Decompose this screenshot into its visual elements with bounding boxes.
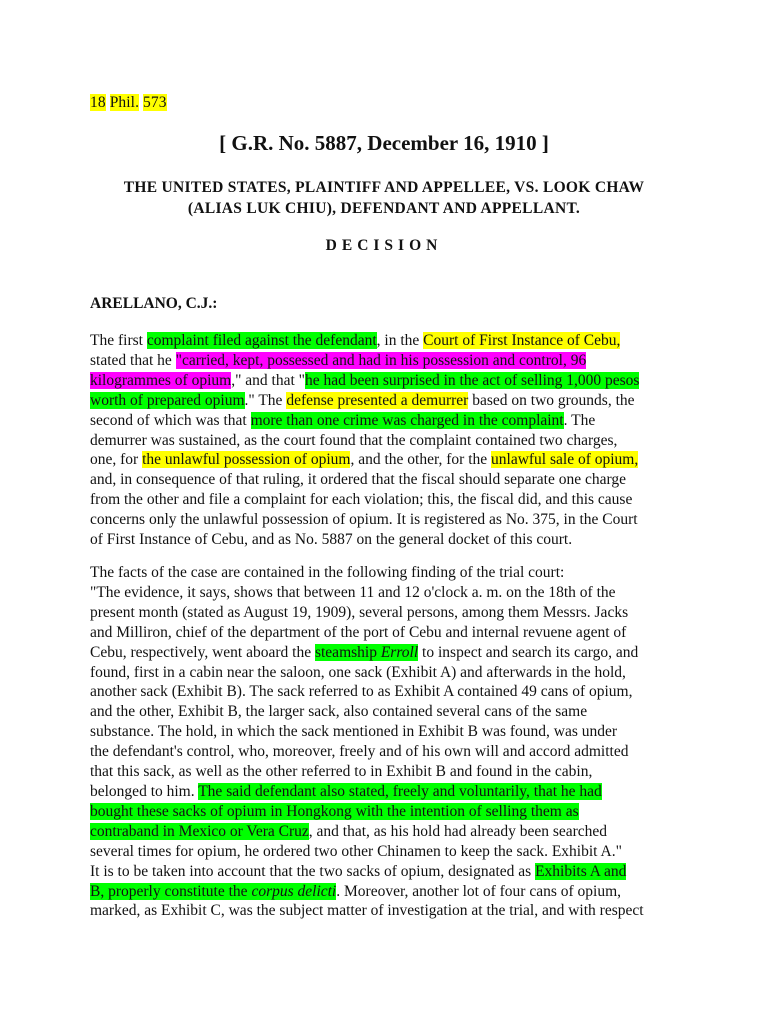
highlight-green: steamship <box>314 643 381 661</box>
text-run: second of which was that <box>90 411 251 429</box>
paragraph-1 <box>90 331 682 550</box>
text-line <box>90 450 682 470</box>
text-run: , in the <box>376 332 424 349</box>
text-line <box>90 331 682 351</box>
text-run: , and that, as his hold had already been searched <box>308 822 608 840</box>
text-run: present month (stated as August 19, 1909), several persons, among them Messrs. Jacks <box>90 603 629 621</box>
text-run: another sack (Exhibit B). The sack referred to as Exhibit A contained 49 cans of opium, <box>90 683 633 701</box>
text-run: , and the other, for the <box>350 451 492 469</box>
highlight-yellow: unlawful sale of opium, <box>491 451 639 469</box>
text-line <box>90 371 682 391</box>
paragraph-2 <box>90 563 682 921</box>
text-line <box>90 490 682 510</box>
text-run: ," and that " <box>231 371 305 389</box>
text-run: several times for opium, he ordered two other Chinamen to keep the sack. Exhibit A." <box>90 842 622 860</box>
text-run: . The <box>563 411 596 429</box>
text-line <box>90 431 682 451</box>
highlight-magenta: "carried, kept, possessed and had in his possession and control, 96 <box>175 351 587 369</box>
text-run: Cebu, respectively, went aboard the <box>90 643 315 661</box>
text-run: found, first in a cabin near the saloon, one sack (Exhibit A) and afterwards in the hold, <box>90 663 626 681</box>
text-line <box>90 882 682 902</box>
text-run: "The evidence, it says, shows that between 11 and 12 o'clock a. m. on the 18th of the <box>90 583 616 601</box>
highlight-yellow: the unlawful possession of opium <box>142 451 351 469</box>
text-run: to inspect and search its cargo, and <box>418 643 639 661</box>
caption-line-1: THE UNITED STATES, PLAINTIFF AND APPELLEE, VS. LOOK CHAW <box>123 179 645 196</box>
text-line <box>90 901 682 921</box>
highlight-green: worth of prepared opium <box>90 391 245 409</box>
highlight-green: complaint filed against the defendant <box>146 332 377 349</box>
text-line <box>90 583 682 603</box>
text-line <box>90 510 682 530</box>
text-line <box>90 702 682 722</box>
citation-volume: 18 <box>90 94 106 111</box>
text-run: and, in consequence of that ruling, it ordered that the fiscal should separate one charge <box>90 471 626 489</box>
text-line <box>90 682 682 702</box>
text-run: The facts of the case are contained in the following finding of the trial court: <box>90 564 565 581</box>
text-run: marked, as Exhibit C, was the subject matter of investigation at the trial, and with respect <box>90 902 644 920</box>
text-line <box>90 603 682 623</box>
text-line <box>90 862 682 882</box>
text-line <box>90 722 682 742</box>
citation-reporter: Phil. <box>109 94 140 111</box>
text-run: demurrer was sustained, as the court found that the complaint contained two charges, <box>90 431 618 449</box>
text-line <box>90 411 682 431</box>
author-line: ARELLANO, C.J.: <box>90 295 218 312</box>
text-run: of First Instance of Cebu, and as No. 5887 on the general docket of this court. <box>90 531 573 549</box>
case-number-title: [ G.R. No. 5887, December 16, 1910 ] <box>219 131 549 155</box>
text-run: based on two grounds, the <box>468 391 635 409</box>
text-run: and Milliron, chief of the department of the port of Cebu and internal revuene agent of <box>90 623 627 641</box>
citation <box>90 94 167 112</box>
text-line <box>90 563 682 583</box>
decision-heading: DECISION <box>325 237 443 254</box>
text-run: concerns only the unlawful possession of opium. It is registered as No. 375, in the Court <box>90 511 638 529</box>
highlight-green: contraband in Mexico or Vera Cruz <box>90 822 309 840</box>
text-line <box>90 351 682 371</box>
text-run: substance. The hold, in which the sack mentioned in Exhibit B was found, was under <box>90 723 618 741</box>
text-line <box>90 822 682 842</box>
text-line <box>90 802 682 822</box>
text-run: belonged to him. <box>90 782 199 800</box>
highlight-yellow: defense presented a demurrer <box>286 391 469 409</box>
text-run: the defendant's control, who, moreover, freely and of his own will and accord admitted <box>90 743 629 761</box>
text-run: The first <box>90 332 147 349</box>
highlight-green: bought these sacks of opium in Hongkong with the intention of selling them as <box>90 802 579 820</box>
citation-page: 573 <box>143 94 167 111</box>
text-line <box>90 623 682 643</box>
text-run: . Moreover, another lot of four cans of opium, <box>336 882 622 900</box>
text-line <box>90 663 682 683</box>
text-line <box>90 782 682 802</box>
text-line <box>90 643 682 663</box>
caption-line-2: (ALIAS LUK CHIU), DEFENDANT AND APPELLANT. <box>187 200 581 217</box>
text-run: one, for <box>90 451 143 469</box>
text-run: ." The <box>244 391 287 409</box>
highlight-magenta: kilogrammes of opium <box>90 371 232 389</box>
text-line <box>90 470 682 490</box>
highlight-green: corpus delicti <box>251 882 337 900</box>
highlight-yellow: Court of First Instance of Cebu, <box>423 332 621 349</box>
text-line <box>90 530 682 550</box>
text-run: stated that he <box>90 351 176 369</box>
text-run: It is to be taken into account that the two sacks of opium, designated as <box>90 862 536 880</box>
text-line <box>90 391 682 411</box>
text-line <box>90 842 682 862</box>
highlight-green: B, properly constitute the <box>90 882 252 900</box>
highlight-green: more than one crime was charged in the complaint <box>250 411 564 429</box>
case-caption <box>0 177 768 219</box>
text-line <box>90 742 682 762</box>
highlight-green: Exhibits A and <box>535 862 627 880</box>
text-line <box>90 762 682 782</box>
highlight-green: Erroll <box>380 643 419 661</box>
text-run: from the other and file a complaint for each violation; this, the fiscal did, and this cause <box>90 491 633 509</box>
highlight-green: The said defendant also stated, freely and voluntarily, that he had <box>198 782 602 800</box>
text-run: and the other, Exhibit B, the larger sack, also contained several cans of the same <box>90 703 588 721</box>
highlight-green: he had been surprised in the act of selling 1,000 pesos <box>304 371 640 389</box>
text-run: that this sack, as well as the other referred to in Exhibit B and found in the cabin, <box>90 763 593 781</box>
